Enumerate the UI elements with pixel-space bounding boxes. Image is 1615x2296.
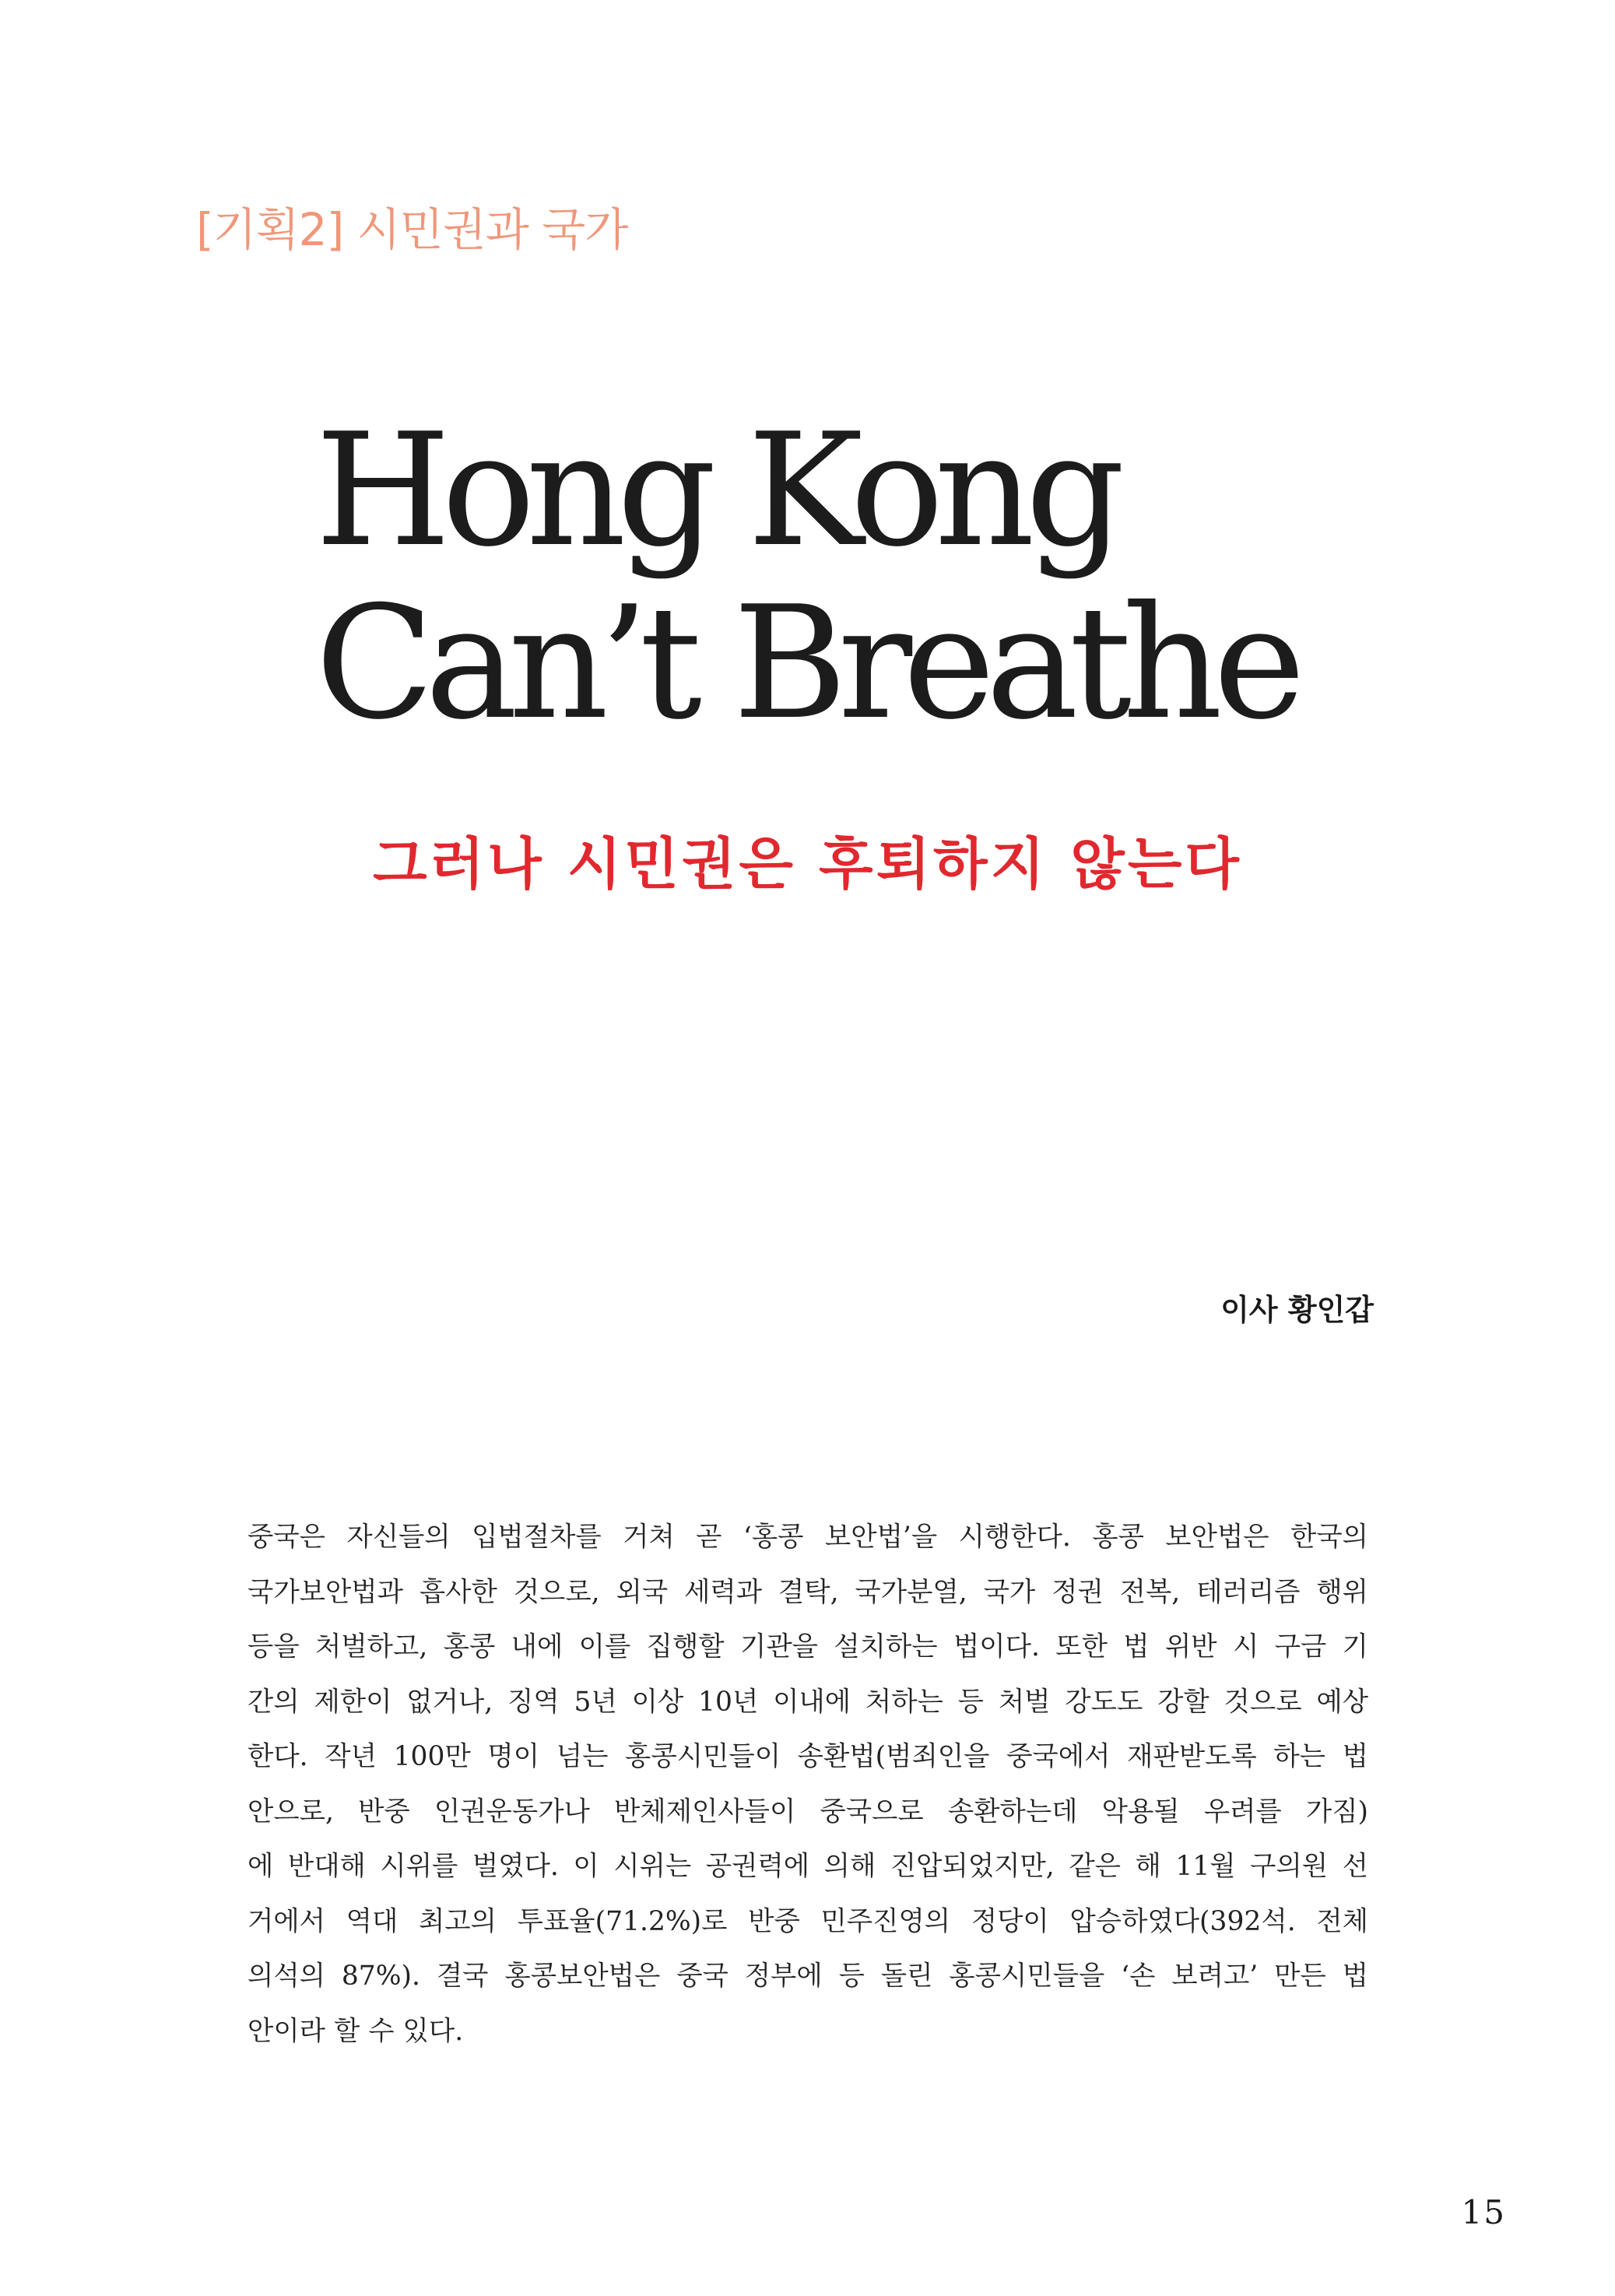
body-line: 안으로, 반중 인권운동가나 반체제인사들이 중국으로 송환하는데 악용될 우려를 가짐) (248, 1796, 1368, 1827)
author-byline: 이사 황인갑 (1220, 1293, 1374, 1327)
body-line: 안이라 할 수 있다. (248, 2015, 464, 2047)
body-line: 에 반대해 시위를 벌였다. 이 시위는 공권력에 의해 진압되었지만, 같은 해 11월 구의원 선 (248, 1851, 1368, 1882)
body-line: 등을 처벌하고, 홍콩 내에 이를 집행할 기관을 설치하는 법이다. 또한 법 위반 시 구금 기 (248, 1631, 1368, 1662)
title-line-2: Can’t Breathe (315, 573, 1297, 754)
article-subtitle: 그러나 시민권은 후퇴하지 않는다 (373, 831, 1242, 897)
body-line: 간의 제한이 없거나, 징역 5년 이상 10년 이내에 처하는 등 처벌 강도도 강할 것으로 예상 (248, 1686, 1368, 1718)
body-line: 의석의 87%). 결국 홍콩보안법은 중국 정부에 등 돌린 홍콩시민들을 ‘손 보려고’ 만든 법 (248, 1961, 1368, 1992)
body-line: 중국은 자신들의 입법절차를 거쳐 곧 ‘홍콩 보안법’을 시행한다. 홍콩 보안법은 한국의 (248, 1522, 1368, 1553)
title-line-1: Hong Kong (315, 400, 1116, 581)
article-body (248, 1510, 1368, 2059)
article-title (315, 400, 1297, 754)
body-line: 국가보안법과 흡사한 것으로, 외국 세력과 결탁, 국가분열, 국가 정권 전복, 테러리즘 행위 (248, 1576, 1368, 1608)
page-number: 15 (1461, 2193, 1506, 2231)
body-line: 한다. 작년 100만 명이 넘는 홍콩시민들이 송환법(범죄인을 중국에서 재판받도록 하는 법 (248, 1741, 1368, 1772)
section-label: [기획2] 시민권과 국가 (196, 203, 628, 256)
body-line: 거에서 역대 최고의 투표율(71.2%)로 반중 민주진영의 정당이 압승하였다(392석. 전체 (248, 1905, 1368, 1937)
